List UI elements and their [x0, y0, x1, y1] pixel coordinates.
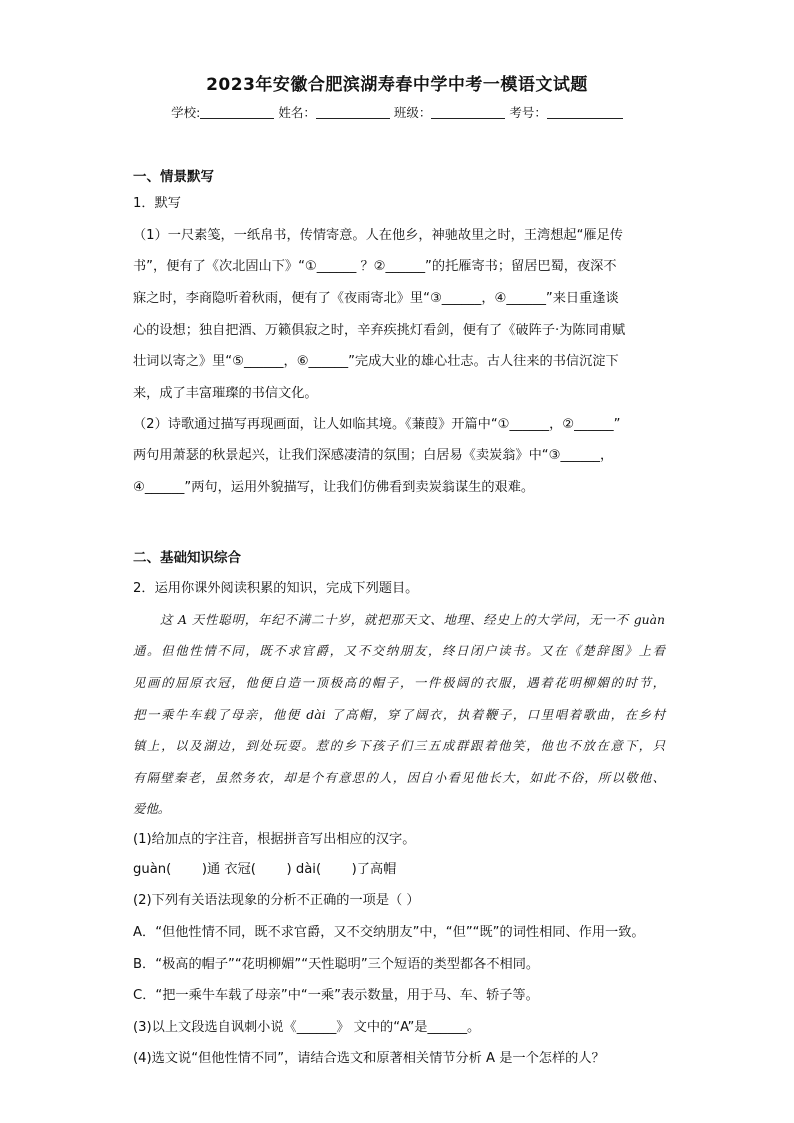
option-c: C．“把一乘牛车载了母亲”中“一乘”表示数量，用于马、车、轿子等。	[133, 988, 539, 1003]
name-blank[interactable]	[316, 105, 390, 119]
exam-title: 2023年安徽合肥滨湖寿春中学中考一模语文试题	[206, 75, 588, 95]
q1-p1-line: 壮词以寄之》里“⑤______，⑥______”完成大业的雄心壮志。古人往来的书信沉淀下	[133, 354, 619, 369]
q1-p1-line: 寐之时，李商隐听着秋雨，便有了《夜雨寄北》里“③______，④______”来日重逢谈	[133, 291, 619, 306]
option-a: A．“但他性情不同，既不求官爵，又不交纳朋友”中，“但”“既”的词性相同、作用一致。	[133, 925, 645, 940]
section-heading: 二、基础知识综合	[133, 550, 241, 566]
q1-p1-line: 书”，便有了《次北固山下》“①______ ？②______”的托雁寄书；留居巴蜀，夜深不	[133, 259, 617, 274]
passage-line: 见画的屈原衣冠，他便自造一顶极高的帽子，一件极阔的衣服，遇着花明柳媚的时节，	[133, 675, 665, 690]
passage-line: 镇上，以及湖边，到处玩耍。惹的乡下孩子们三五成群跟着他笑，他也不放在意下，只	[133, 738, 665, 753]
subquestion: (3)以上文段选自讽刺小说《______》 文中的“A”是______。	[133, 1020, 481, 1035]
q1-p2-line: ④______”两句，运用外貌描写，让我们仿佛看到卖炭翁谋生的艰难。	[133, 480, 535, 495]
name-label: 姓名：	[278, 105, 316, 120]
passage-line: 爱他。	[133, 801, 171, 816]
subquestion: (2)下列有关语法现象的分析不正确的一项是（ ）	[133, 893, 420, 908]
q1-p1-line: （1）一尺素笺，一纸帛书，传情寄意。人在他乡，神驰故里之时，王湾想起“雁足传	[133, 228, 623, 243]
school-blank[interactable]	[200, 105, 274, 119]
subquestion: (1)给加点的字注音，根据拼音写出相应的汉字。	[133, 832, 416, 847]
question-title: 1．默写	[133, 196, 181, 211]
passage-line: 有隔壁秦老，虽然务农，却是个有意思的人，因自小看见他长大，如此不俗，所以敬他、	[133, 770, 665, 785]
section-heading: 一、情景默写	[133, 169, 214, 185]
school-label: 学校:	[171, 105, 201, 120]
subquestion: (4)选文说“但他性情不同”，请结合选文和原著相关情节分析 A 是一个怎样的人？	[133, 1051, 605, 1066]
passage-line: 把一乘牛车载了母亲，他便 dài 了高帽，穿了阔衣，执着鞭子，口里唱着歌曲，在乡村	[133, 707, 665, 722]
q1-p1-line: 心的设想；独自把酒、万籁俱寂之时，辛弃疾挑灯看剑，便有了《破阵子·为陈同甫赋	[133, 323, 626, 338]
question-title: 2．运用你课外阅读积累的知识，完成下列题目。	[133, 581, 419, 596]
exam-no-blank[interactable]	[547, 105, 623, 119]
q1-p2-line: 两句用萧瑟的秋景起兴，让我们深感凄清的氛围；白居易《卖炭翁》中“③______，	[133, 448, 614, 463]
passage-line: 通。但他性情不同，既不求官爵，又不交纳朋友，终日闭户读书。又在《楚辞图》上看	[133, 643, 665, 658]
passage-line: 这 A 天性聪明，年纪不满二十岁，就把那天文、地理、经史上的大学问，无一不 guàn	[160, 612, 665, 627]
class-blank[interactable]	[431, 105, 505, 119]
q1-p2-line: （2）诗歌通过描写再现画面，让人如临其境。《蒹葭》开篇中“①______，②______”	[133, 417, 621, 432]
student-info-line	[0, 103, 794, 121]
option-b: B．“极高的帽子”“花明柳媚”“天性聪明”三个短语的类型都各不相同。	[133, 957, 540, 972]
subquestion-items: guàn( )通 衣冠( ) dài( )了高帽	[133, 862, 397, 877]
class-label: 班级：	[393, 105, 432, 120]
exam-no-label: 考号：	[509, 105, 547, 120]
q1-p1-line: 来，成了丰富璀璨的书信文化。	[133, 386, 318, 401]
